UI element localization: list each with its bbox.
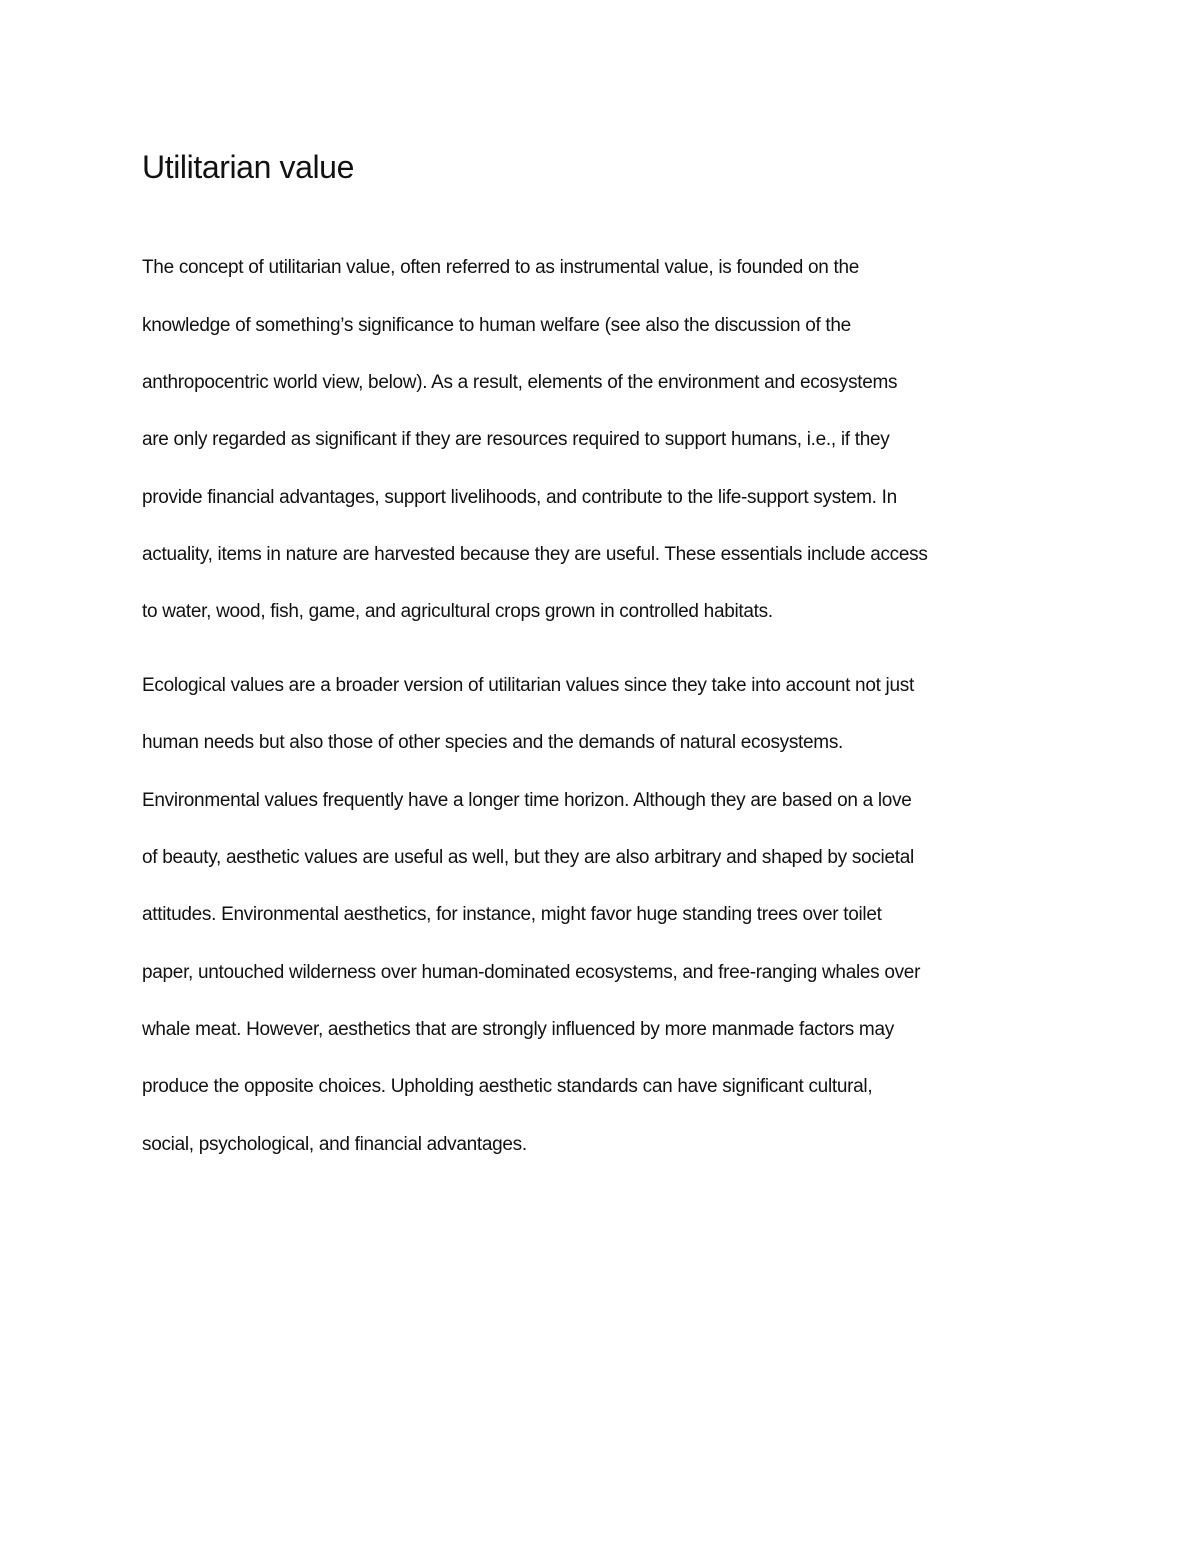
paragraph-line: are only regarded as significant if they are resources required to support humans, i.e., if they bbox=[142, 429, 890, 450]
paragraph-line: of beauty, aesthetic values are useful as well, but they are also arbitrary and shaped by societal bbox=[142, 847, 914, 868]
paragraph-line: attitudes. Environmental aesthetics, for instance, might favor huge standing trees over toilet bbox=[142, 904, 882, 925]
paragraph-line: knowledge of something’s significance to human welfare (see also the discussion of the bbox=[142, 315, 851, 336]
paragraph-line: to water, wood, fish, game, and agricultural crops grown in controlled habitats. bbox=[142, 601, 773, 622]
paragraph-line: Ecological values are a broader version of utilitarian values since they take into account not just bbox=[142, 675, 914, 696]
paragraph-line: actuality, items in nature are harvested because they are useful. These essentials include access bbox=[142, 544, 928, 565]
paragraph-line: paper, untouched wilderness over human-dominated ecosystems, and free-ranging whales over bbox=[142, 962, 921, 983]
paragraph-line: provide financial advantages, support livelihoods, and contribute to the life-support system. In bbox=[142, 487, 897, 508]
paragraph-line: whale meat. However, aesthetics that are strongly influenced by more manmade factors may bbox=[142, 1019, 894, 1040]
paragraph-line: social, psychological, and financial advantages. bbox=[142, 1134, 527, 1155]
document-title: Utilitarian value bbox=[142, 149, 354, 185]
paragraph-line: anthropocentric world view, below). As a result, elements of the environment and ecosystems bbox=[142, 372, 898, 393]
paragraph-line: Environmental values frequently have a longer time horizon. Although they are based on a love bbox=[142, 790, 912, 811]
paragraph-line: The concept of utilitarian value, often referred to as instrumental value, is founded on the bbox=[142, 257, 860, 278]
paragraph-line: human needs but also those of other species and the demands of natural ecosystems. bbox=[142, 732, 844, 753]
paragraph-line: produce the opposite choices. Upholding aesthetic standards can have significant cultural, bbox=[142, 1076, 873, 1097]
